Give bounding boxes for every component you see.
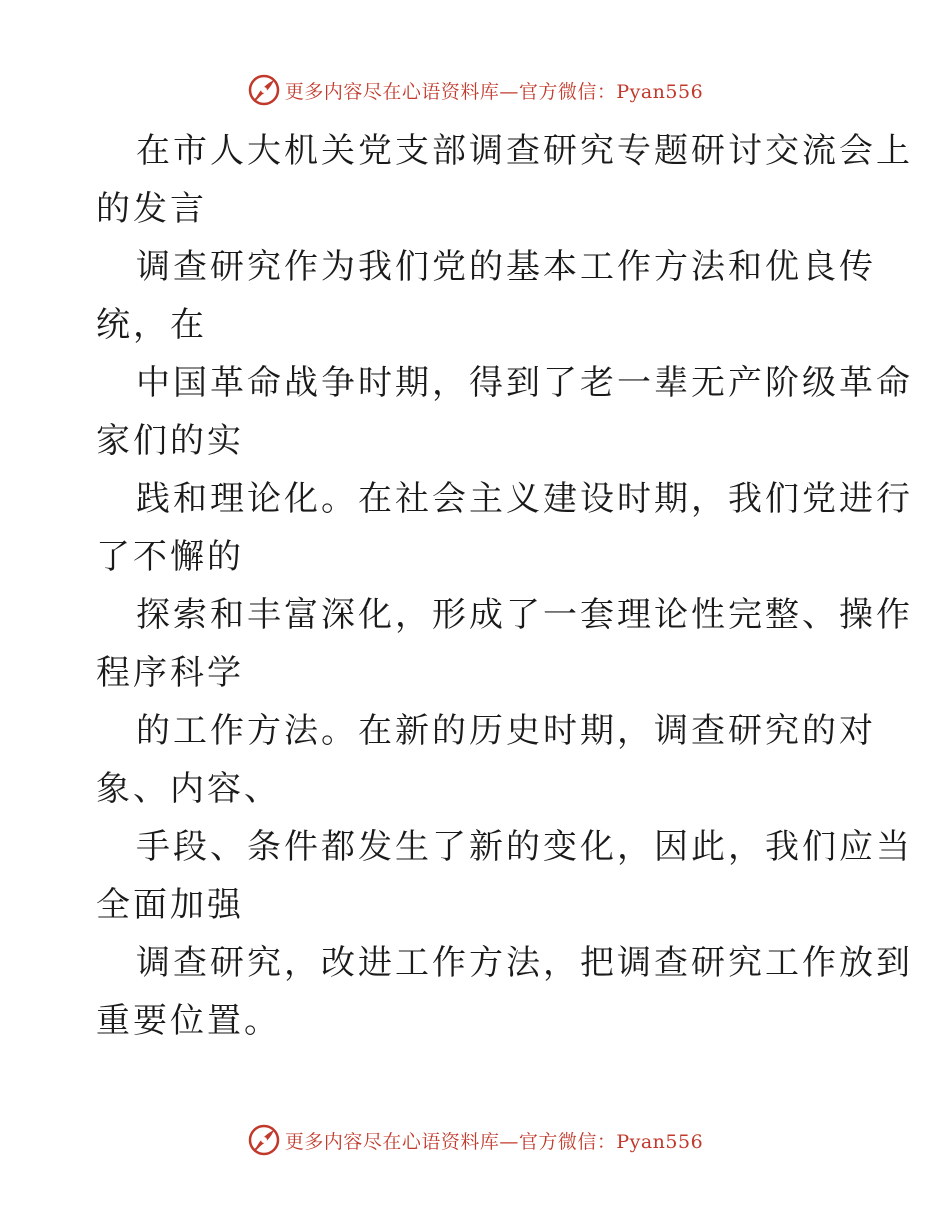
paragraph-line: 手段、条件都发生了新的变化，因此，我们应当 — [136, 827, 913, 867]
paragraph-line: 了不懈的 — [96, 537, 244, 577]
paragraph-line: 统，在 — [96, 305, 207, 345]
paragraph-line: 调查研究作为我们党的基本工作方法和优良传 — [136, 247, 876, 287]
paragraph-line: 全面加强 — [96, 885, 244, 925]
paragraph-line: 重要位置。 — [96, 1001, 281, 1041]
title-line-1: 在市人大机关党支部调查研究专题研讨交流会上 — [136, 131, 913, 171]
paragraph-line: 中国革命战争时期，得到了老一辈无产阶级革命 — [136, 363, 913, 403]
footer-banner-text: 更多内容尽在心语资料库—官方微信：Pyan556 — [284, 1130, 704, 1153]
paragraph-line: 象、内容、 — [96, 769, 281, 809]
footer-banner — [0, 1120, 950, 1160]
feather-pen-logo — [247, 1123, 281, 1157]
paragraph-line: 践和理论化。在社会主义建设时期，我们党进行 — [136, 479, 913, 519]
paragraph-line: 家们的实 — [96, 421, 244, 461]
header-banner — [0, 70, 950, 110]
paragraph-line: 探索和丰富深化，形成了一套理论性完整、操作 — [136, 595, 913, 635]
paragraph-line: 调查研究，改进工作方法，把调查研究工作放到 — [136, 943, 913, 983]
paragraph-line: 的工作方法。在新的历史时期，调查研究的对 — [136, 711, 876, 751]
header-banner-text: 更多内容尽在心语资料库—官方微信：Pyan556 — [284, 80, 704, 103]
paragraph-line: 程序科学 — [96, 653, 244, 693]
document-body — [96, 122, 913, 1050]
feather-pen-logo — [247, 73, 281, 107]
title-line-2: 的发言 — [96, 189, 207, 229]
